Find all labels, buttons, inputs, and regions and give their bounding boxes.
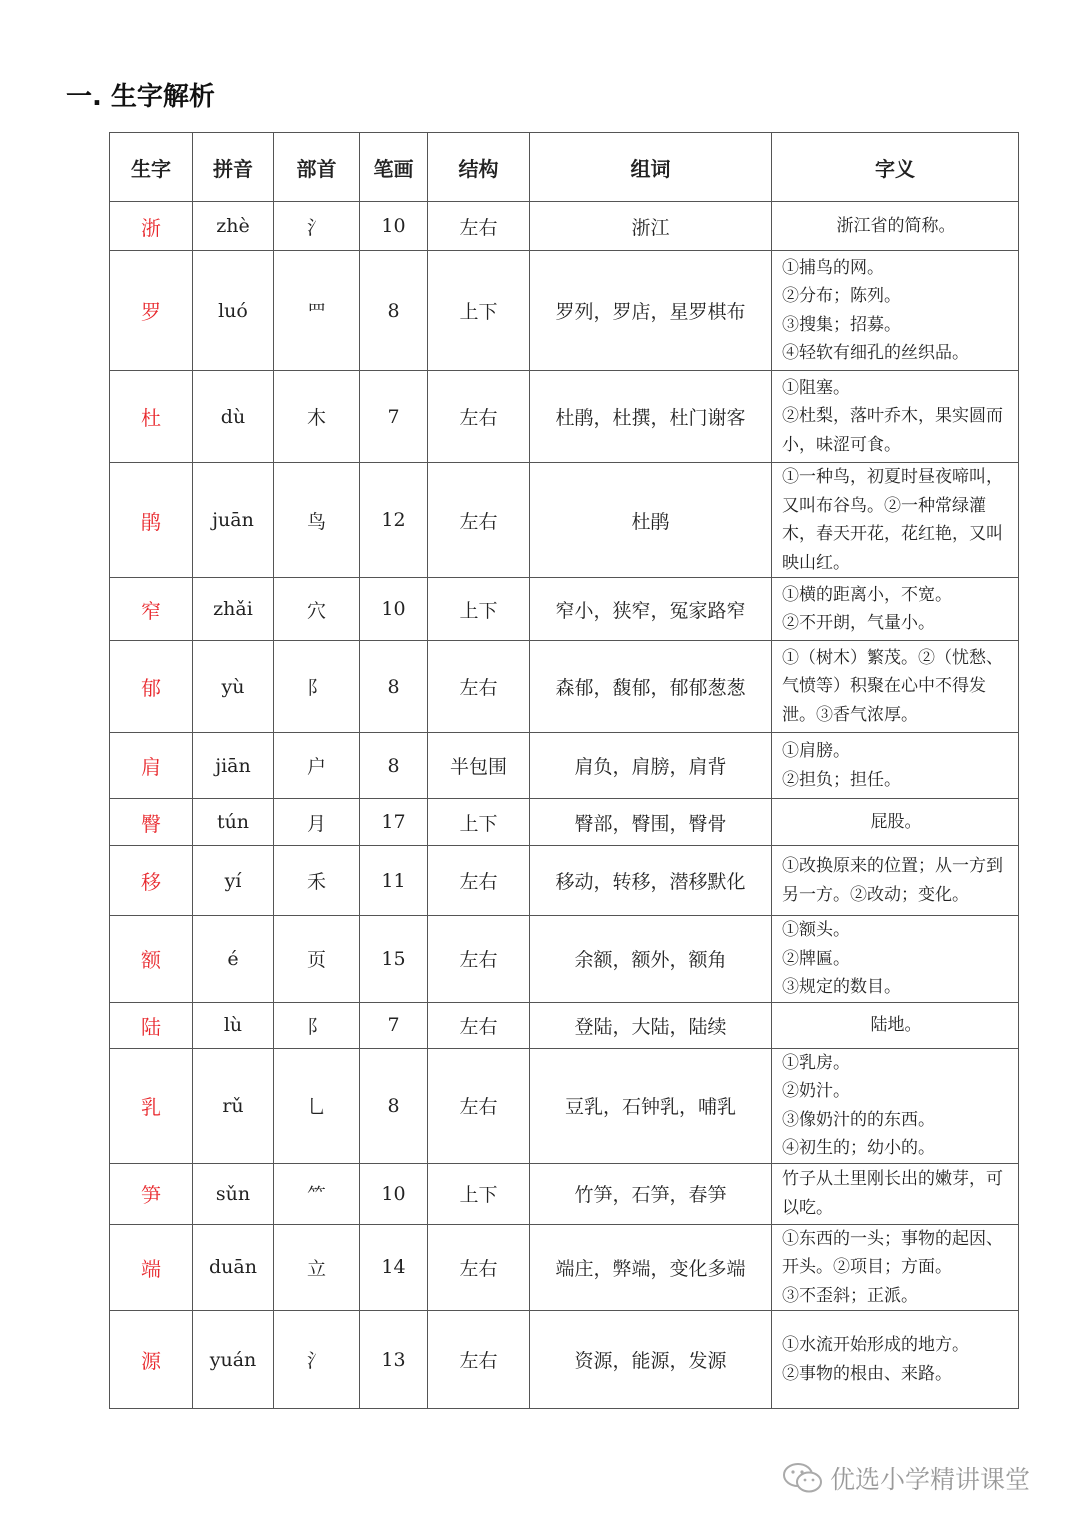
table-row <box>110 799 1019 846</box>
meaning-line: ②事物的根由、来路。 <box>782 1363 952 1384</box>
radical-cell: 乚 <box>274 1048 360 1163</box>
words-cell: 杜鹃 <box>530 463 772 578</box>
header-strokes: 笔画 <box>360 133 428 202</box>
table-header-row <box>110 133 1019 202</box>
pinyin-cell: yù <box>193 641 274 733</box>
meaning-line: ④初生的；幼小的。 <box>782 1138 935 1158</box>
meaning-line: ②分布；陈列。 <box>782 286 901 306</box>
char-cell: 陆 <box>110 1002 193 1048</box>
meaning-line: ①横的距离小，不宽。 <box>782 584 952 605</box>
watermark-text: 优选小学精讲课堂 <box>830 1465 1031 1494</box>
structure-cell: 上下 <box>428 799 530 846</box>
radical-cell: 页 <box>274 916 360 1003</box>
radical-cell: 氵 <box>274 1311 360 1409</box>
meaning-cell <box>772 733 1019 799</box>
meaning-cell <box>772 916 1019 1003</box>
structure-cell: 上下 <box>428 251 530 371</box>
meaning-line: ①额头。 <box>782 920 850 940</box>
header-char: 生字 <box>110 133 193 202</box>
meaning-line: ③像奶汁的的东西。 <box>782 1109 935 1130</box>
radical-cell: 立 <box>274 1224 360 1311</box>
meaning-line: ②不开朗，气量小。 <box>782 613 935 633</box>
char-cell: 杜 <box>110 371 193 463</box>
char-cell: 罗 <box>110 251 193 371</box>
meaning-line: ①改换原来的位置；从一方到另一方。②改动；变化。 <box>782 856 1003 905</box>
table-row <box>110 371 1019 463</box>
pinyin-cell: lù <box>193 1002 274 1048</box>
table-row <box>110 1002 1019 1048</box>
words-cell: 端庄，弊端，变化多端 <box>530 1224 772 1311</box>
char-cell: 窄 <box>110 578 193 641</box>
structure-cell: 左右 <box>428 846 530 916</box>
header-radical: 部首 <box>274 133 360 202</box>
structure-cell: 左右 <box>428 371 530 463</box>
pinyin-cell: jiān <box>193 733 274 799</box>
meaning-cell <box>772 578 1019 641</box>
watermark <box>782 1460 1030 1496</box>
pinyin-cell: tún <box>193 799 274 846</box>
char-cell: 浙 <box>110 202 193 251</box>
words-cell: 窄小，狭窄，冤家路窄 <box>530 578 772 641</box>
strokes-cell: 11 <box>360 846 428 916</box>
meaning-line: ②杜梨，落叶乔木，果实圆而小，味涩可食。 <box>782 406 1003 455</box>
structure-cell: 左右 <box>428 916 530 1003</box>
meaning-line: ③搜集；招募。 <box>782 314 901 335</box>
table-row <box>110 1163 1019 1224</box>
strokes-cell: 13 <box>360 1311 428 1409</box>
strokes-cell: 14 <box>360 1224 428 1311</box>
table-row <box>110 1048 1019 1163</box>
section-heading: 一. 生字解析 <box>66 82 215 112</box>
pinyin-cell: juān <box>193 463 274 578</box>
meaning-cell <box>772 846 1019 916</box>
meaning-line: ②担负；担任。 <box>782 769 901 790</box>
radical-cell: 禾 <box>274 846 360 916</box>
radical-cell: 阝 <box>274 1002 360 1048</box>
header-words: 组词 <box>530 133 772 202</box>
pinyin-cell: sǔn <box>193 1163 274 1224</box>
pinyin-cell: yuán <box>193 1311 274 1409</box>
meaning-line: ①肩膀。 <box>782 741 850 761</box>
words-cell: 资源，能源，发源 <box>530 1311 772 1409</box>
meaning-line: 竹子从土里刚长出的嫩芽，可以吃。 <box>782 1169 1003 1218</box>
structure-cell: 左右 <box>428 202 530 251</box>
meaning-line: 屁股。 <box>870 811 922 832</box>
char-cell: 笋 <box>110 1163 193 1224</box>
strokes-cell: 10 <box>360 578 428 641</box>
meaning-line: ①捕鸟的网。 <box>782 257 884 278</box>
meaning-line: 陆地。 <box>870 1014 922 1035</box>
char-cell: 臀 <box>110 799 193 846</box>
table-row <box>110 733 1019 799</box>
strokes-cell: 17 <box>360 799 428 846</box>
radical-cell: 木 <box>274 371 360 463</box>
radical-cell: 阝 <box>274 641 360 733</box>
meaning-line: ③规定的数目。 <box>782 977 901 997</box>
meaning-cell <box>772 251 1019 371</box>
meaning-cell <box>772 1163 1019 1224</box>
strokes-cell: 7 <box>360 1002 428 1048</box>
meaning-cell <box>772 1311 1019 1409</box>
table-row <box>110 916 1019 1003</box>
char-cell: 鹃 <box>110 463 193 578</box>
structure-cell: 左右 <box>428 641 530 733</box>
structure-cell: 左右 <box>428 463 530 578</box>
meaning-line: ①乳房。 <box>782 1052 850 1073</box>
words-cell: 登陆，大陆，陆续 <box>530 1002 772 1048</box>
words-cell: 余额，额外，额角 <box>530 916 772 1003</box>
strokes-cell: 8 <box>360 251 428 371</box>
structure-cell: 上下 <box>428 1163 530 1224</box>
meaning-line: ③不歪斜；正派。 <box>782 1285 918 1306</box>
strokes-cell: 10 <box>360 1163 428 1224</box>
header-meaning: 字义 <box>772 133 1019 202</box>
radical-cell: 月 <box>274 799 360 846</box>
structure-cell: 半包围 <box>428 733 530 799</box>
meaning-line: ①（树木）繁茂。②（忧愁、气愤等）积聚在心中不得发泄。③香气浓厚。 <box>782 647 1003 725</box>
radical-cell: 罒 <box>274 251 360 371</box>
header-structure: 结构 <box>428 133 530 202</box>
pinyin-cell: duān <box>193 1224 274 1311</box>
words-cell: 豆乳，石钟乳，哺乳 <box>530 1048 772 1163</box>
words-cell: 肩负，肩膀，肩背 <box>530 733 772 799</box>
words-cell: 移动，转移，潜移默化 <box>530 846 772 916</box>
structure-cell: 左右 <box>428 1311 530 1409</box>
pinyin-cell: rǔ <box>193 1048 274 1163</box>
table-row <box>110 641 1019 733</box>
strokes-cell: 8 <box>360 641 428 733</box>
table-row <box>110 1224 1019 1311</box>
meaning-line: ①阻塞。 <box>782 377 850 398</box>
strokes-cell: 15 <box>360 916 428 1003</box>
pinyin-cell: luó <box>193 251 274 371</box>
meaning-line: ④轻软有细孔的丝织品。 <box>782 343 969 363</box>
meaning-cell <box>772 371 1019 463</box>
meaning-line: ①一种鸟，初夏时昼夜啼叫，又叫布谷鸟。②一种常绿灌木，春天开花，花红艳，又叫映山红。 <box>782 467 1003 573</box>
words-cell: 浙江 <box>530 202 772 251</box>
words-cell: 臀部，臀围，臀骨 <box>530 799 772 846</box>
table-row <box>110 1311 1019 1409</box>
meaning-cell <box>772 799 1019 846</box>
char-cell: 端 <box>110 1224 193 1311</box>
pinyin-cell: zhǎi <box>193 578 274 641</box>
strokes-cell: 8 <box>360 733 428 799</box>
structure-cell: 上下 <box>428 578 530 641</box>
char-cell: 移 <box>110 846 193 916</box>
meaning-line: ②奶汁。 <box>782 1081 850 1101</box>
pinyin-cell: yí <box>193 846 274 916</box>
words-cell: 杜鹃，杜撰，杜门谢客 <box>530 371 772 463</box>
char-cell: 额 <box>110 916 193 1003</box>
structure-cell: 左右 <box>428 1048 530 1163</box>
table-row <box>110 202 1019 251</box>
radical-cell: 户 <box>274 733 360 799</box>
structure-cell: 左右 <box>428 1002 530 1048</box>
wechat-icon <box>782 1461 824 1495</box>
char-cell: 源 <box>110 1311 193 1409</box>
char-cell: 郁 <box>110 641 193 733</box>
pinyin-cell: dù <box>193 371 274 463</box>
structure-cell: 左右 <box>428 1224 530 1311</box>
radical-cell: 鸟 <box>274 463 360 578</box>
meaning-cell <box>772 1048 1019 1163</box>
strokes-cell: 12 <box>360 463 428 578</box>
words-cell: 罗列，罗店，星罗棋布 <box>530 251 772 371</box>
meaning-cell <box>772 202 1019 251</box>
character-table <box>109 132 1019 1409</box>
meaning-line: ②牌匾。 <box>782 948 850 969</box>
meaning-cell <box>772 1224 1019 1311</box>
table-row <box>110 251 1019 371</box>
meaning-cell <box>772 1002 1019 1048</box>
radical-cell: 氵 <box>274 202 360 251</box>
pinyin-cell: é <box>193 916 274 1003</box>
radical-cell: 穴 <box>274 578 360 641</box>
pinyin-cell: zhè <box>193 202 274 251</box>
meaning-cell <box>772 463 1019 578</box>
table-row <box>110 578 1019 641</box>
strokes-cell: 8 <box>360 1048 428 1163</box>
table-row <box>110 463 1019 578</box>
radical-cell: ⺮ <box>274 1163 360 1224</box>
meaning-line: 浙江省的简称。 <box>836 215 956 236</box>
char-cell: 乳 <box>110 1048 193 1163</box>
words-cell: 森郁，馥郁，郁郁葱葱 <box>530 641 772 733</box>
meaning-cell <box>772 641 1019 733</box>
strokes-cell: 10 <box>360 202 428 251</box>
meaning-line: ①东西的一头；事物的起因、开头。②项目；方面。 <box>782 1228 1003 1277</box>
char-cell: 肩 <box>110 733 193 799</box>
table-row <box>110 846 1019 916</box>
words-cell: 竹笋，石笋，春笋 <box>530 1163 772 1224</box>
strokes-cell: 7 <box>360 371 428 463</box>
header-pinyin: 拼音 <box>193 133 274 202</box>
meaning-line: ①水流开始形成的地方。 <box>782 1335 969 1355</box>
